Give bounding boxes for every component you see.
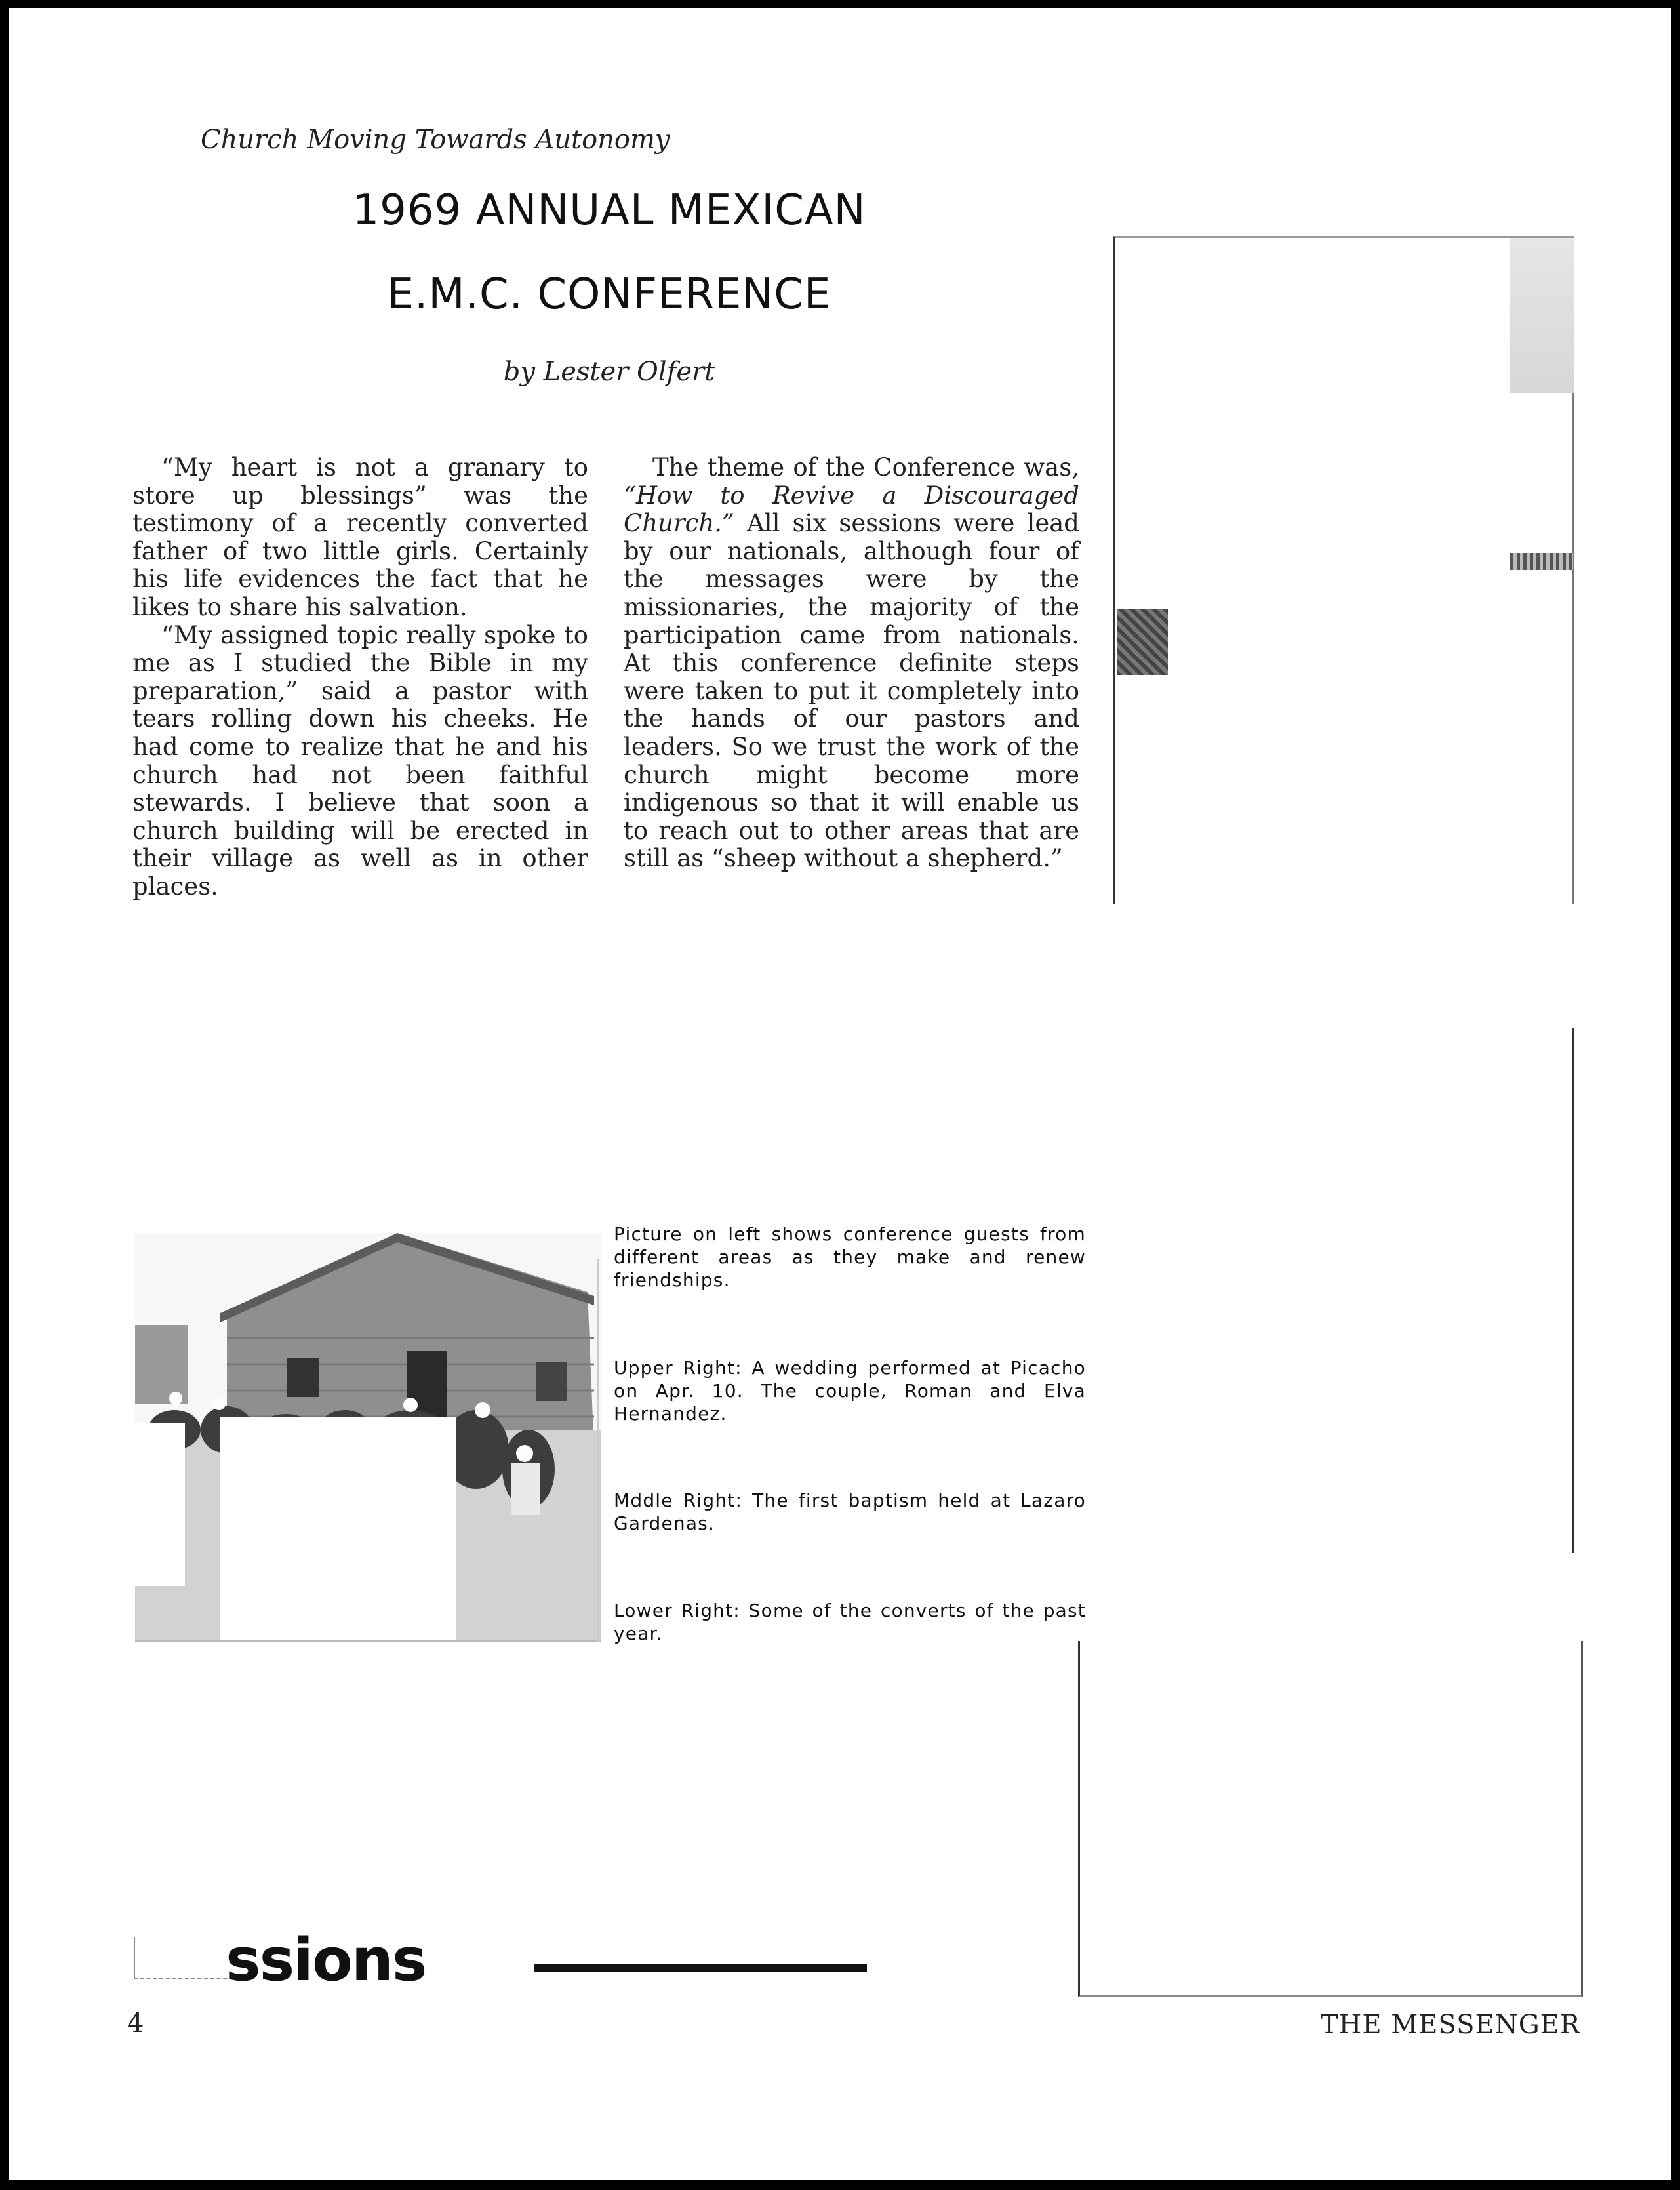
- body-paragraph: “My heart is not a granary to store up blessings” was the testimony of a recently converted father of two little girls. Certainly his life evidences the fact that he likes to share his salvation.: [132, 453, 588, 621]
- magazine-page: [9, 8, 1671, 2180]
- church-photo-illustration: [135, 1233, 601, 1642]
- photo-upper-right: [1113, 236, 1574, 904]
- body-paragraph: “My assigned topic really spoke to me as I studied the Bible in my preparation,” said a pastor with tears rolling down his cheeks. He had come to realize that he and his church had not been faithful stewards. I believe that soon a church building will be erected in their village as well as in other places.: [132, 620, 588, 901]
- body-text: All six sessions were lead by our nationals, although four of the messages were by the missionaries, the majority of the participation came from nationals. At this conference definite steps were taken to put it completely into the hands of our pastors and leaders. So we trust the work of the church might become more indigenous so that it will enable us to reach out to other areas that are still as “sheep without a shepherd.”: [624, 509, 1079, 873]
- section-word: ssions: [226, 1926, 426, 1995]
- photo-fragment: [1117, 609, 1168, 675]
- photo-middle-right: [1113, 1028, 1574, 1553]
- caption-text: Upper Right: A wedding performed at Picacho on Apr. 10. The couple, Roman and Elva Hernandez.: [614, 1357, 1086, 1425]
- caption-middle-right: [614, 1489, 1086, 1535]
- photo-left-church-gathering: [135, 1233, 601, 1642]
- body-column-right: [624, 454, 1079, 873]
- publication-name: THE MESSENGER: [1320, 2010, 1580, 2040]
- headline-line-2: E.M.C. CONFERENCE: [387, 270, 831, 319]
- section-rule: [534, 1964, 867, 1972]
- photo-lower-right: [1078, 1641, 1583, 1997]
- caption-text: Mddle Right: The first baptism held at Lazaro Gardenas.: [614, 1490, 1086, 1534]
- caption-text: Picture on left shows conference guests from different areas as they make and renew friendships.: [614, 1223, 1086, 1291]
- byline: by Lester Olfert: [503, 357, 715, 387]
- caption-left-photo: [614, 1223, 1086, 1291]
- photo-fragment: [1510, 553, 1573, 570]
- body-column-left: [132, 454, 588, 901]
- section-logo-missions: [134, 1926, 888, 1995]
- photo-border: [1572, 393, 1574, 904]
- caption-lower-right: [614, 1599, 1086, 1645]
- photo-edge: [1510, 238, 1574, 393]
- caption-text: Lower Right: Some of the converts of the past year.: [614, 1600, 1086, 1644]
- conference-theme: “How to Revive a Discouraged Church.”: [624, 481, 1079, 538]
- body-text: The theme of the Conference was,: [652, 453, 1079, 481]
- article-kicker: Church Moving Towards Autonomy: [201, 125, 670, 155]
- headline-line-1: 1969 ANNUAL MEXICAN: [352, 186, 866, 235]
- body-paragraph: [624, 454, 1079, 873]
- logo-placeholder: [134, 1937, 233, 1979]
- page-number: 4: [127, 2008, 144, 2038]
- caption-upper-right: [614, 1356, 1086, 1425]
